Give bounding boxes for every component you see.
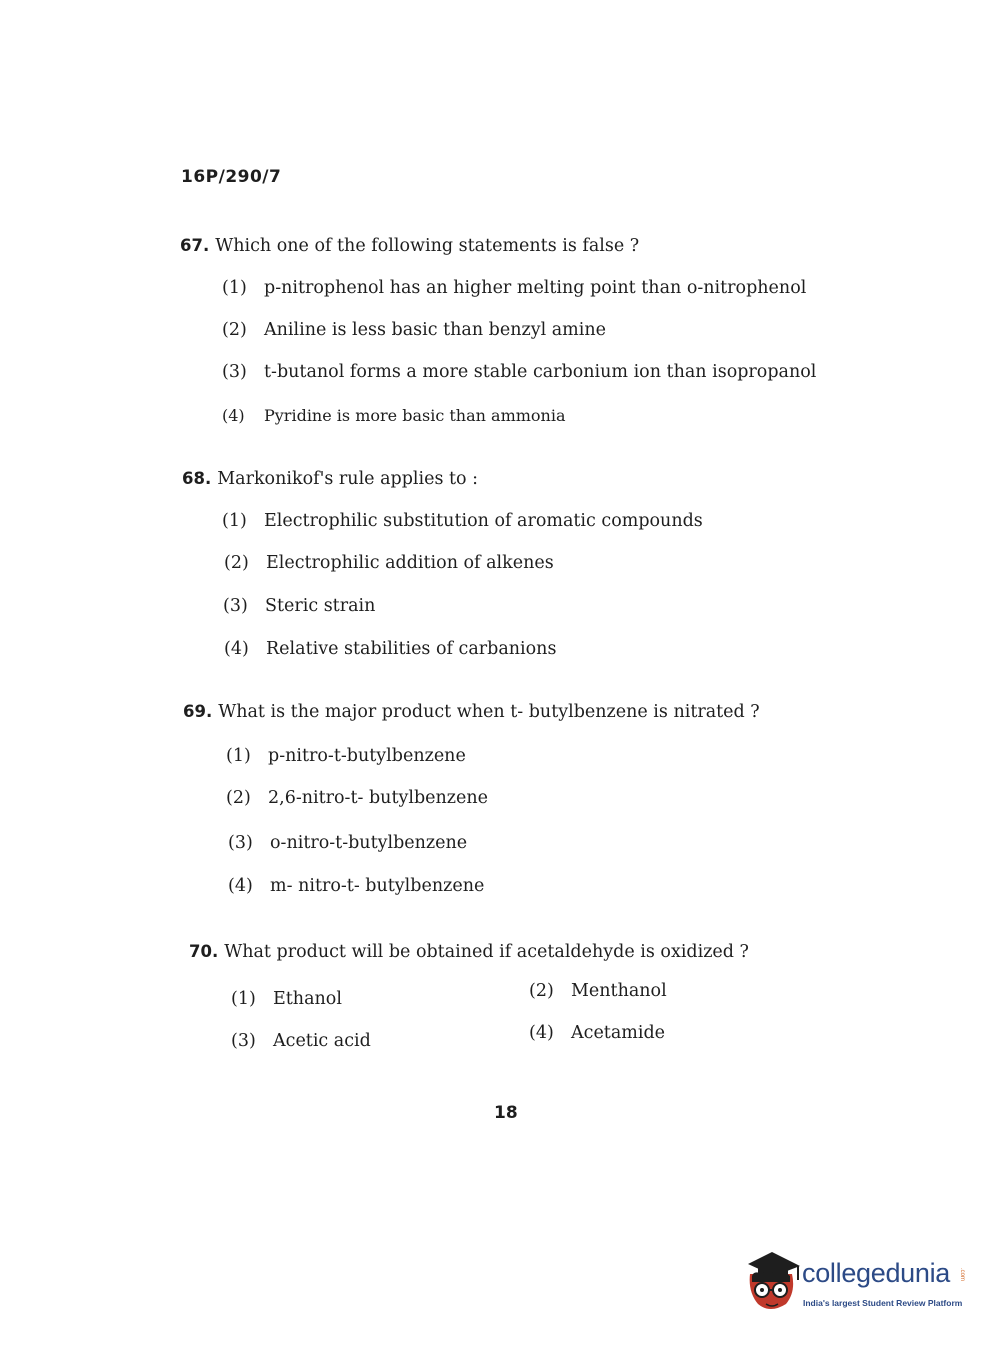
question-68 — [182, 469, 703, 659]
brand-dotcom: .com — [959, 1268, 965, 1282]
option-text: Menthanol — [571, 981, 667, 1001]
brand-name: collegedunia — [802, 1258, 951, 1288]
option-text: m- nitro-t- butylbenzene — [270, 876, 485, 896]
question-header — [182, 469, 478, 489]
question-header — [189, 942, 749, 962]
question-number: 68. — [182, 469, 212, 488]
option-text: Acetamide — [571, 1023, 666, 1043]
question-number: 67. — [180, 236, 210, 255]
question-number: 70. — [189, 942, 219, 961]
option-1: (1) Ethanol — [231, 989, 342, 1009]
option-4: (4) Acetamide — [529, 1023, 666, 1043]
option-1: (1) Electrophilic substitution of aromatic compounds — [222, 511, 703, 531]
option-3: (3) o-nitro-t-butylbenzene — [228, 833, 468, 853]
option-text: Relative stabilities of carbanions — [266, 639, 557, 659]
option-2: (2) Electrophilic addition of alkenes — [224, 553, 554, 573]
option-3: (3) t-butanol forms a more stable carbonium ion than isopropanol — [222, 362, 817, 382]
option-text: t-butanol forms a more stable carbonium ion than isopropanol — [264, 362, 817, 382]
option-1: (1) p-nitrophenol has an higher melting point than o-nitrophenol — [222, 278, 807, 298]
option-text: 2,6-nitro-t- butylbenzene — [268, 788, 488, 808]
page-number: 18 — [494, 1103, 518, 1123]
option-text: Electrophilic addition of alkenes — [266, 553, 554, 573]
option-4: (4) m- nitro-t- butylbenzene — [228, 876, 485, 896]
option-2: (2) Menthanol — [529, 981, 667, 1001]
mascot-icon — [742, 1246, 802, 1316]
question-text: Markonikof's rule applies to : — [217, 469, 479, 489]
option-2: (2) Aniline is less basic than benzyl amine — [222, 320, 607, 340]
option-2: (2) 2,6-nitro-t- butylbenzene — [226, 788, 488, 808]
option-text: o-nitro-t-butylbenzene — [270, 833, 468, 853]
option-3: (3) Acetic acid — [231, 1031, 371, 1051]
option-text: Steric strain — [265, 596, 376, 616]
option-1: (1) p-nitro-t-butylbenzene — [226, 746, 466, 766]
option-text: Ethanol — [273, 989, 342, 1009]
option-4: (4) Pyridine is more basic than ammonia — [222, 406, 566, 425]
brand-tagline: India's largest Student Review Platform — [803, 1298, 963, 1308]
collegedunia-logo — [742, 1246, 974, 1316]
option-text: Acetic acid — [273, 1031, 371, 1051]
option-4: (4) Relative stabilities of carbanions — [224, 639, 557, 659]
option-text: p-nitrophenol has an higher melting point than o-nitrophenol — [264, 278, 807, 298]
option-text: Pyridine is more basic than ammonia — [264, 406, 566, 425]
question-text: What product will be obtained if acetaldehyde is oxidized ? — [224, 942, 749, 962]
paper-code: 16P/290/7 — [181, 167, 282, 187]
question-text: Which one of the following statements is false ? — [215, 236, 640, 256]
option-text: Electrophilic substitution of aromatic compounds — [264, 511, 703, 531]
question-number: 69. — [183, 702, 213, 721]
question-69 — [183, 702, 760, 896]
option-text: p-nitro-t-butylbenzene — [268, 746, 466, 766]
question-header — [183, 702, 760, 722]
question-text: What is the major product when t- butylbenzene is nitrated ? — [218, 702, 760, 722]
question-67 — [180, 236, 817, 425]
option-text: Aniline is less basic than benzyl amine — [264, 320, 607, 340]
question-70 — [189, 942, 749, 1051]
option-3: (3) Steric strain — [223, 596, 376, 616]
question-header — [180, 236, 639, 256]
